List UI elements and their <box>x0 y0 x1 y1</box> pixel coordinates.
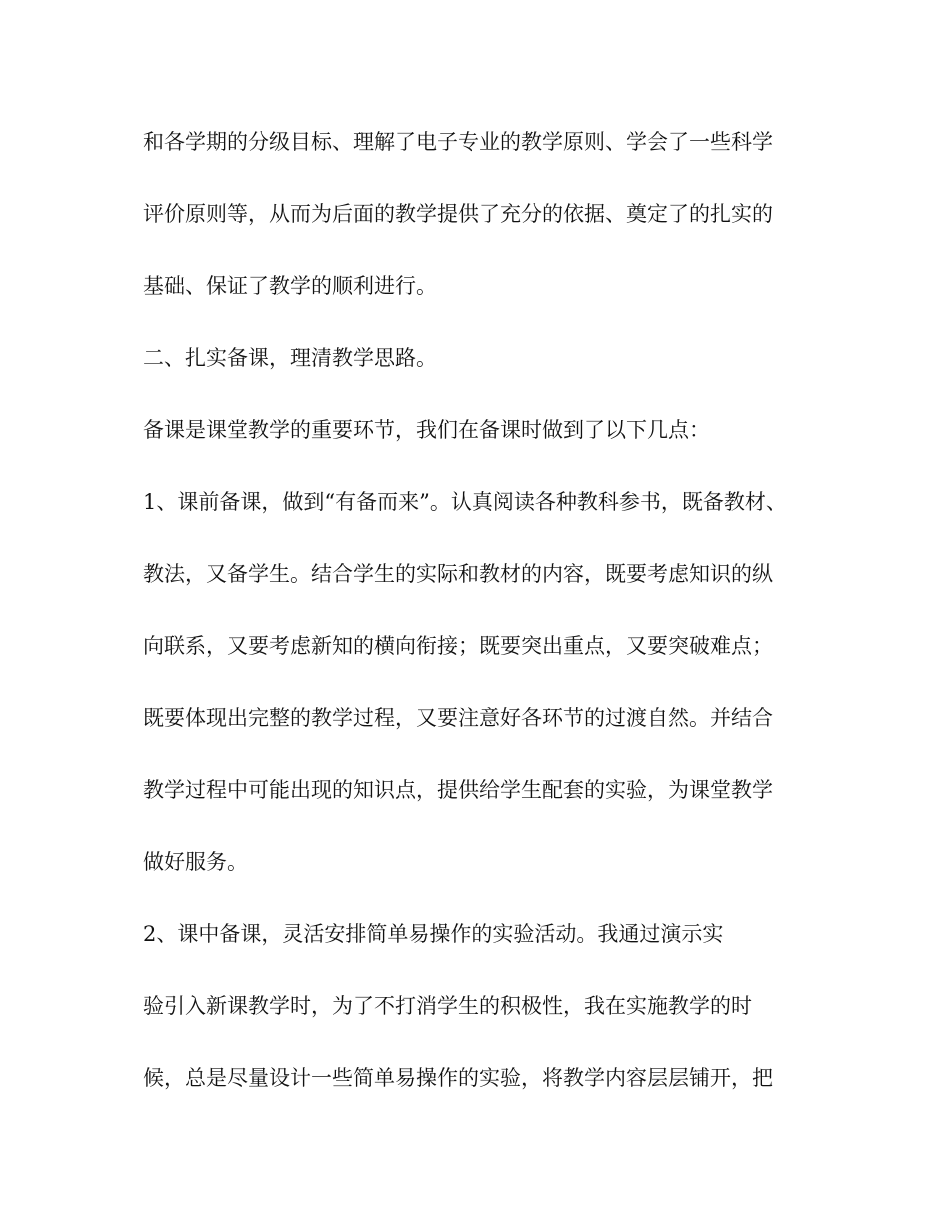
paragraph-line: 和各学期的分级目标、理解了电子专业的教学原则、学会了一些科学 <box>143 130 773 154</box>
paragraph-line: 做好服务。 <box>143 850 248 874</box>
paragraph-line: 候，总是尽量设计一些简单易操作的实验，将教学内容层层铺开，把 <box>143 1066 773 1090</box>
paragraph-line: 基础、保证了教学的顺利进行。 <box>143 274 437 298</box>
paragraph-line: 教学过程中可能出现的知识点，提供给学生配套的实验，为课堂教学 <box>143 778 773 802</box>
paragraph-line: 评价原则等，从而为后面的教学提供了充分的依据、奠定了的扎实的 <box>143 202 773 226</box>
paragraph-line: 1、课前备课，做到“有备而来”。认真阅读各种教科参书，既备教材、 <box>143 490 787 514</box>
paragraph-line: 2、课中备课，灵活安排简单易操作的实验活动。我通过演示实 <box>143 922 724 946</box>
paragraph-line: 验引入新课教学时，为了不打消学生的积极性，我在实施教学的时 <box>143 994 752 1018</box>
paragraph-line: 向联系，又要考虑新知的横向衔接；既要突出重点，又要突破难点； <box>143 634 773 658</box>
paragraph-line: 既要体现出完整的教学过程，又要注意好各环节的过渡自然。并结合 <box>143 706 773 730</box>
paragraph-line: 教法，又备学生。结合学生的实际和教材的内容，既要考虑知识的纵 <box>143 562 773 586</box>
paragraph-line: 备课是课堂教学的重要环节，我们在备课时做到了以下几点： <box>143 418 710 442</box>
section-heading: 二、扎实备课，理清教学思路。 <box>143 346 437 370</box>
